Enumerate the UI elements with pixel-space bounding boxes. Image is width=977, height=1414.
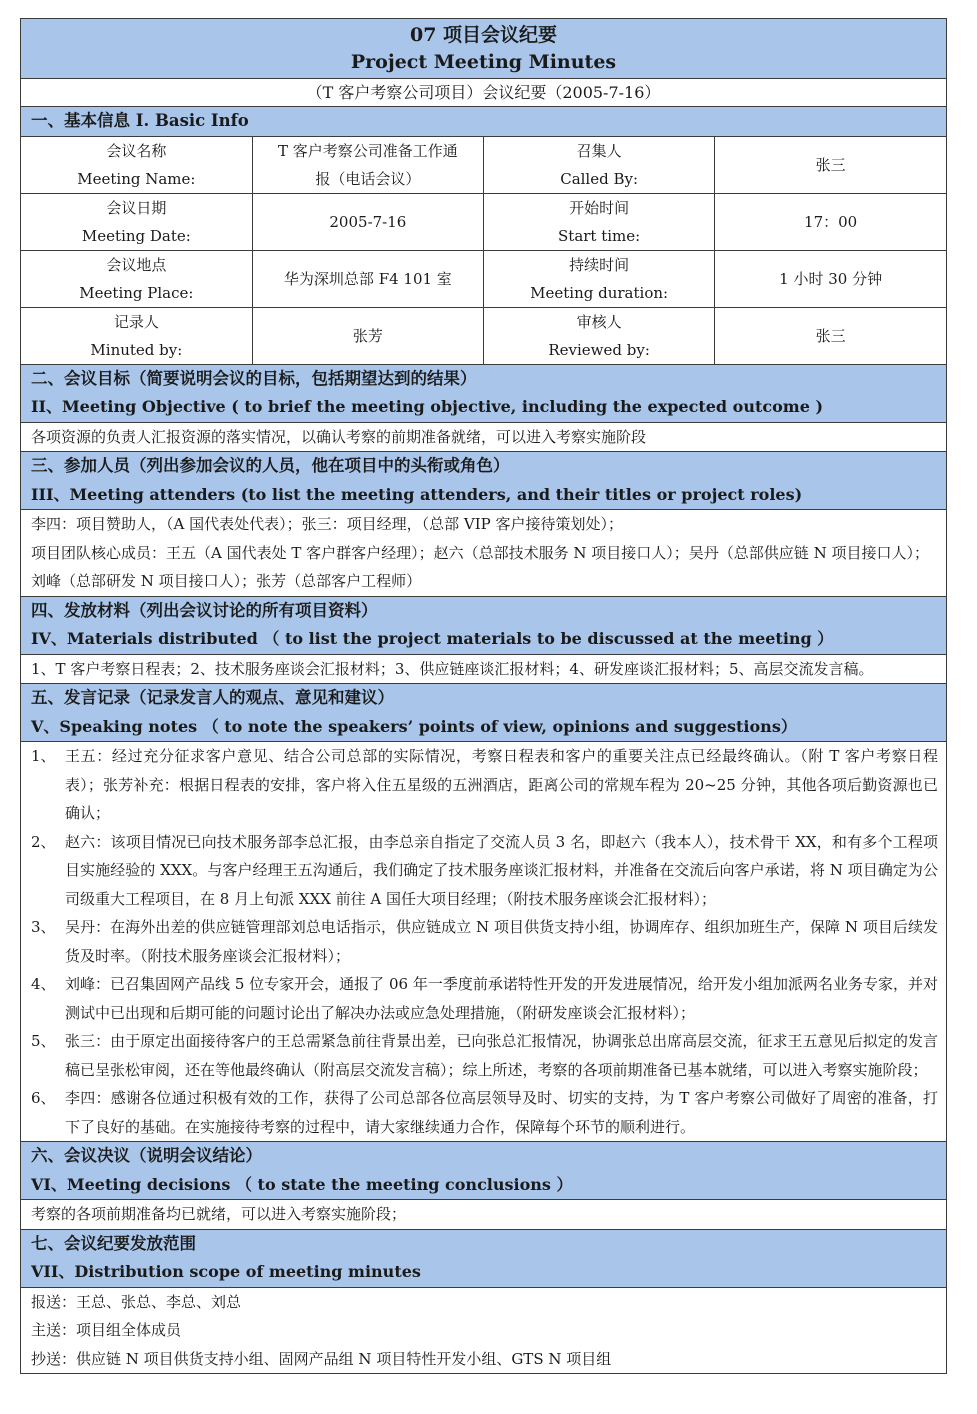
speaking-notes-heading-cn: 五、发言记录（记录发言人的观点、意见和建议） [31,688,394,707]
label-cell [484,307,715,364]
table-row [21,137,946,194]
note-number: 3、 [31,918,56,936]
reviewed-by-label-en: Reviewed by: [548,340,650,359]
note-text: 吴丹：在海外出差的供应链管理部刘总电话指示，供应链成立 N 项目供货支持小组，协调库存、组织加班生产，保障 N 项目后续发货及时率。（附技术服务座谈会汇报材料）； [65,918,938,965]
list-item [31,1084,938,1141]
duration-value: 1 小时 30 分钟 [715,250,946,307]
speaking-notes-list [21,742,946,1142]
title-cn: 07 项目会议纪要 [409,24,558,46]
list-item [31,970,938,1027]
attendees-body [21,510,946,597]
label-cell [21,307,252,364]
meeting-date-value: 2005-7-16 [252,193,483,250]
called-by-value: 张三 [715,137,946,194]
meeting-name-label-cn: 会议名称 [106,141,167,160]
minuted-by-label-en: Minuted by: [90,340,183,359]
distribution-line: 报送：王总、张总、李总、刘总 [31,1292,242,1311]
start-time-value: 17：00 [715,193,946,250]
table-row [21,250,946,307]
label-cell [484,193,715,250]
list-item [31,1027,938,1084]
minuted-by-label-cn: 记录人 [113,312,159,331]
duration-label-cn: 持续时间 [569,255,630,274]
materials-text: 1、T 客户考察日程表；2、技术服务座谈会汇报材料；3、供应链座谈汇报材料；4、研发座谈汇报材料；5、高层交流发言稿。 [21,655,946,685]
note-text: 赵六：该项目情况已向技术服务部李总汇报，由李总亲自指定了交流人员 3 名，即赵六（我本人），技术骨干 XX，和有多个工程项目实施经验的 XXX。与客户经理王五沟通后，我们确定了技术服务座谈汇报材料，并准备在交流后向客户承诺，将 N 项目确定为公司级重大工程项目，在 8 月上旬派 XXX 前往 A 国任大项目经理；（附技术服务座谈会汇报材料）； [65,832,938,908]
meeting-place-label-en: Meeting Place: [79,283,194,302]
start-time-label-cn: 开始时间 [569,198,630,217]
distribution-line: 抄送：供应链 N 项目供货支持小组、固网产品组 N 项目特性开发小组、GTS N 项目组 [31,1349,612,1368]
note-number: 5、 [31,1032,56,1050]
duration-label-en: Meeting duration: [530,283,669,302]
table-row [21,193,946,250]
reviewed-by-value: 张三 [715,307,946,364]
distribution-body [21,1288,946,1374]
attendees-heading-cn: 三、参加人员（列出参加会议的人员，他在项目中的头衔或角色） [31,456,510,475]
meeting-place-label-cn: 会议地点 [106,255,167,274]
materials-heading-en: IV、Materials distributed （ to list the project materials to be discussed at the meeting ） [31,629,834,648]
subtitle: （T 客户考察公司项目）会议纪要（2005-7-16） [21,79,946,107]
minuted-by-value: 张芳 [252,307,483,364]
note-text: 刘峰：已召集固网产品线 5 位专家开会，通报了 06 年一季度前承诺特性开发的开发进展情况，给开发小组加派两名业务专家，并对测试中已出现和后期可能的问题讨论出了解决办法或应急处理措施，（附研发座谈会汇报材料）； [65,975,938,1022]
section-attendees-heading [21,452,946,510]
called-by-label-en: Called By: [560,169,639,188]
section-speaking-notes-heading [21,684,946,742]
label-cell [21,250,252,307]
decisions-heading-cn: 六、会议决议（说明会议结论） [31,1146,262,1165]
meeting-date-label-en: Meeting Date: [81,226,191,245]
section-basic-info-heading: 一、基本信息 I. Basic Info [21,107,946,137]
attendees-heading-en: III、Meeting attenders (to list the meeting attenders, and their titles or project roles) [31,484,803,504]
attendees-line-2: 项目团队核心成员：王五（A 国代表处 T 客户群客户经理）；赵六（总部技术服务 N 项目接口人）；吴丹（总部供应链 N 项目接口人）；刘峰（总部研发 N 项目接口人）；张芳（总部客户工程师） [31,543,929,590]
section-materials-heading [21,597,946,655]
table-row [21,307,946,364]
note-text: 王五：经过充分征求客户意见、结合公司总部的实际情况，考察日程表和客户的重要关注点已经最终确认。（附 T 客户考察日程表）；张芳补充：根据日程表的安排，客户将入住五星级的五洲酒店，距离公司的常规车程为 20~25 分钟，其他各项后勤资源也已确认； [65,747,938,822]
title-band [21,19,946,79]
label-cell [21,193,252,250]
note-text: 李四：感谢各位通过积极有效的工作，获得了公司总部各位高层领导及时、切实的支持，为 T 客户考察公司做好了周密的准备，打下了良好的基础。在实施接待考察的过程中，请大家继续通力合作，保障每个环节的顺利进行。 [65,1089,938,1136]
basic-info-table [21,137,946,365]
decisions-text: 考察的各项前期准备均已就绪，可以进入考察实施阶段； [21,1200,946,1230]
title-en: Project Meeting Minutes [350,51,617,73]
value-cell [252,137,483,194]
section-objective-heading [21,365,946,423]
decisions-heading-en: VI、Meeting decisions （ to state the meeting conclusions ） [31,1174,573,1194]
attendees-line-1: 李四：项目赞助人，（A 国代表处代表）；张三：项目经理，（总部 VIP 客户接待策划处）； [31,515,623,533]
objective-heading-en: II、Meeting Objective ( to brief the meeting objective, including the expected outcome ) [31,397,824,416]
meeting-name-value-line1: T 客户考察公司准备工作通 [277,141,458,160]
note-number: 2、 [31,832,56,851]
meeting-name-label-en: Meeting Name: [77,169,196,188]
label-cell [21,137,252,194]
distribution-line: 主送：项目组全体成员 [31,1321,182,1339]
meeting-place-value: 华为深圳总部 F4 101 室 [252,250,483,307]
note-text: 张三：由于原定出面接待客户的王总需紧急前往背景出差，已向张总汇报情况，协调张总出席高层交流，征求王五意见后拟定的发言稿已呈张松审阅，还在等他最终确认（附高层交流发言稿）；综上所述，考察的各项前期准备已基本就绪，可以进入考察实施阶段； [65,1032,938,1079]
label-cell [484,137,715,194]
note-number: 6、 [31,1089,56,1107]
section-decisions-heading [21,1142,946,1200]
called-by-label-cn: 召集人 [576,141,622,160]
objective-text: 各项资源的负责人汇报资源的落实情况，以确认考察的前期准备就绪，可以进入考察实施阶段 [21,423,946,453]
start-time-label-en: Start time: [558,226,641,245]
list-item [31,742,938,828]
distribution-heading-en: VII、Distribution scope of meeting minutes [31,1262,421,1281]
distribution-heading-cn: 七、会议纪要发放范围 [31,1233,196,1253]
meeting-date-label-cn: 会议日期 [106,198,167,217]
list-item [31,913,938,970]
list-item [31,828,938,914]
reviewed-by-label-cn: 审核人 [576,312,622,331]
note-number: 1、 [31,747,56,765]
meeting-name-value-line2: 报（电话会议） [315,169,421,188]
section-distribution-heading [21,1230,946,1288]
materials-heading-cn: 四、发放材料（列出会议讨论的所有项目资料） [31,600,378,620]
objective-heading-cn: 二、会议目标（简要说明会议的目标，包括期望达到的结果） [31,368,477,388]
label-cell [484,250,715,307]
speaking-notes-heading-en: V、Speaking notes （ to note the speakers’ points of view, opinions and suggestions） [31,716,797,736]
meeting-minutes-form [20,18,947,1374]
note-number: 4、 [31,975,56,993]
